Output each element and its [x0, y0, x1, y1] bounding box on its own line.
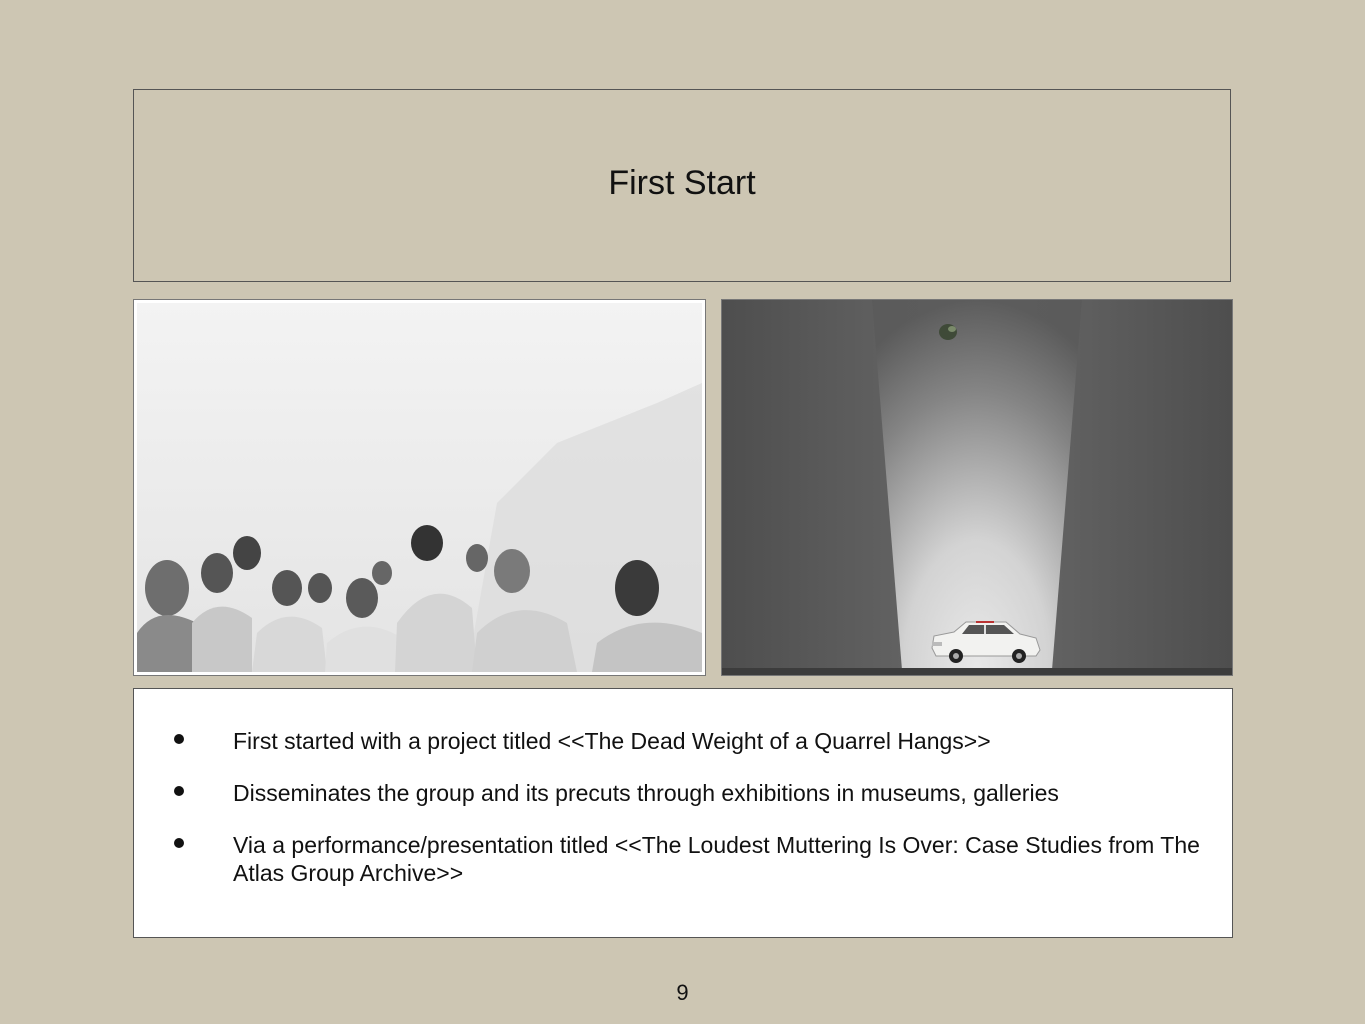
bullet-item	[134, 727, 1232, 755]
crowd-photo	[133, 299, 706, 676]
bullet-dot-icon	[174, 838, 184, 848]
car-spotlight-graphic	[722, 300, 1232, 675]
bullet-list	[134, 727, 1232, 911]
bullet-item	[134, 831, 1232, 887]
bullet-dot-icon	[174, 734, 184, 744]
bullet-dot-icon	[174, 786, 184, 796]
slide-title: First Start	[608, 164, 756, 202]
crowd-photo-graphic	[137, 303, 702, 672]
bullet-text: Disseminates the group and its precuts through exhibitions in museums, galleries	[233, 780, 1059, 806]
page-number: 9	[676, 980, 689, 1005]
floating-object	[939, 324, 957, 340]
bullet-text: First started with a project titled <<The Dead Weight of a Quarrel Hangs>>	[233, 728, 991, 754]
bullet-text: Via a performance/presentation titled <<The Loudest Muttering Is Over: Case Studies from The Atlas Group Archive>>	[233, 832, 1200, 886]
title-box	[133, 89, 1231, 282]
content-box	[133, 688, 1233, 938]
bullet-item	[134, 779, 1232, 807]
car-spotlight-photo	[721, 299, 1233, 676]
